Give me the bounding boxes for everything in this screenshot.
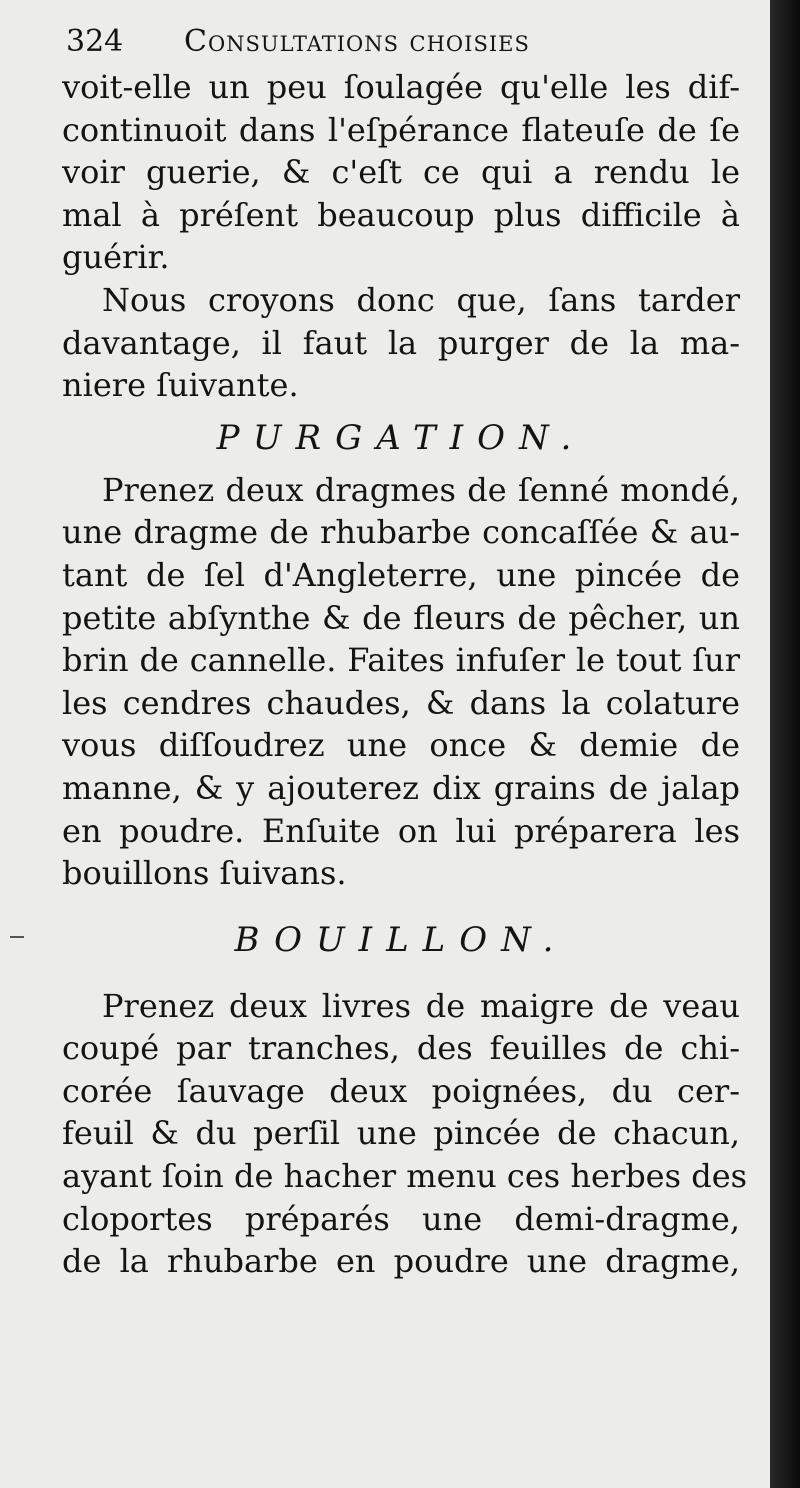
text-line: voir guerie, & c'eſt ce qui a rendu le	[62, 153, 740, 192]
text-line: davantage, il faut la purger de la ma-	[62, 323, 740, 362]
page-edge-shadow	[770, 0, 800, 1488]
text-line: en poudre. Enſuite on lui préparera les	[62, 811, 740, 850]
text-line: cloportes préparés une demi-dragme,	[62, 1199, 740, 1238]
text-line: bouillons ſuivans.	[62, 854, 347, 893]
page-text	[62, 20, 748, 1283]
text-line: de la rhubarbe en poudre une dragme,	[62, 1242, 740, 1281]
section-heading-purgation: PURGATION.	[216, 417, 586, 458]
running-header	[62, 20, 740, 66]
text-line: vous diſſoudrez une once & demie de	[62, 726, 740, 765]
text-line: feuil & du perſil une pincée de chacun,	[62, 1114, 740, 1153]
paragraph-purgation	[62, 469, 740, 895]
text-line: les cendres chaudes, & dans la colature	[62, 683, 740, 722]
text-line: une dragme de rhubarbe concaſſée & au-	[62, 513, 740, 552]
text-line: coupé par tranches, des feuilles de chi-	[62, 1029, 740, 1068]
text-line: niere ſuivante.	[62, 366, 299, 405]
text-line: corée ſauvage deux poignées, du cer-	[62, 1071, 740, 1110]
paragraph-nous-croyons	[62, 279, 740, 407]
text-line: mal à préſent beaucoup plus difficile à	[62, 195, 740, 234]
text-line: ayant ſoin de hacher menu ces herbes des	[62, 1157, 748, 1196]
text-line: Nous croyons donc que, ſans tarder	[102, 280, 740, 319]
paragraph-bouillon	[62, 985, 748, 1283]
text-line: petite abſynthe & de fleurs de pêcher, un	[62, 598, 740, 637]
page-number: 324	[66, 24, 124, 59]
section-heading-bouillon: BOUILLON.	[234, 919, 568, 960]
text-line: tant de ſel d'Angleterre, une pincée de	[62, 555, 740, 594]
running-title: Consultations choisies	[184, 24, 530, 59]
margin-mark	[10, 936, 24, 938]
text-line: Prenez deux dragmes de ſenné mondé,	[102, 470, 740, 509]
text-line: guérir.	[62, 238, 170, 277]
paragraph-continuation	[62, 66, 740, 279]
text-line: continuoit dans l'eſpérance flateuſe de ſe	[62, 110, 740, 149]
text-line: brin de cannelle. Faites infuſer le tout ſur	[62, 641, 740, 680]
text-line: voit-elle un peu ſoulagée qu'elle les dif-	[62, 68, 740, 106]
text-line: manne, & y ajouterez dix grains de jalap	[62, 768, 740, 807]
text-line: Prenez deux livres de maigre de veau	[102, 986, 740, 1025]
